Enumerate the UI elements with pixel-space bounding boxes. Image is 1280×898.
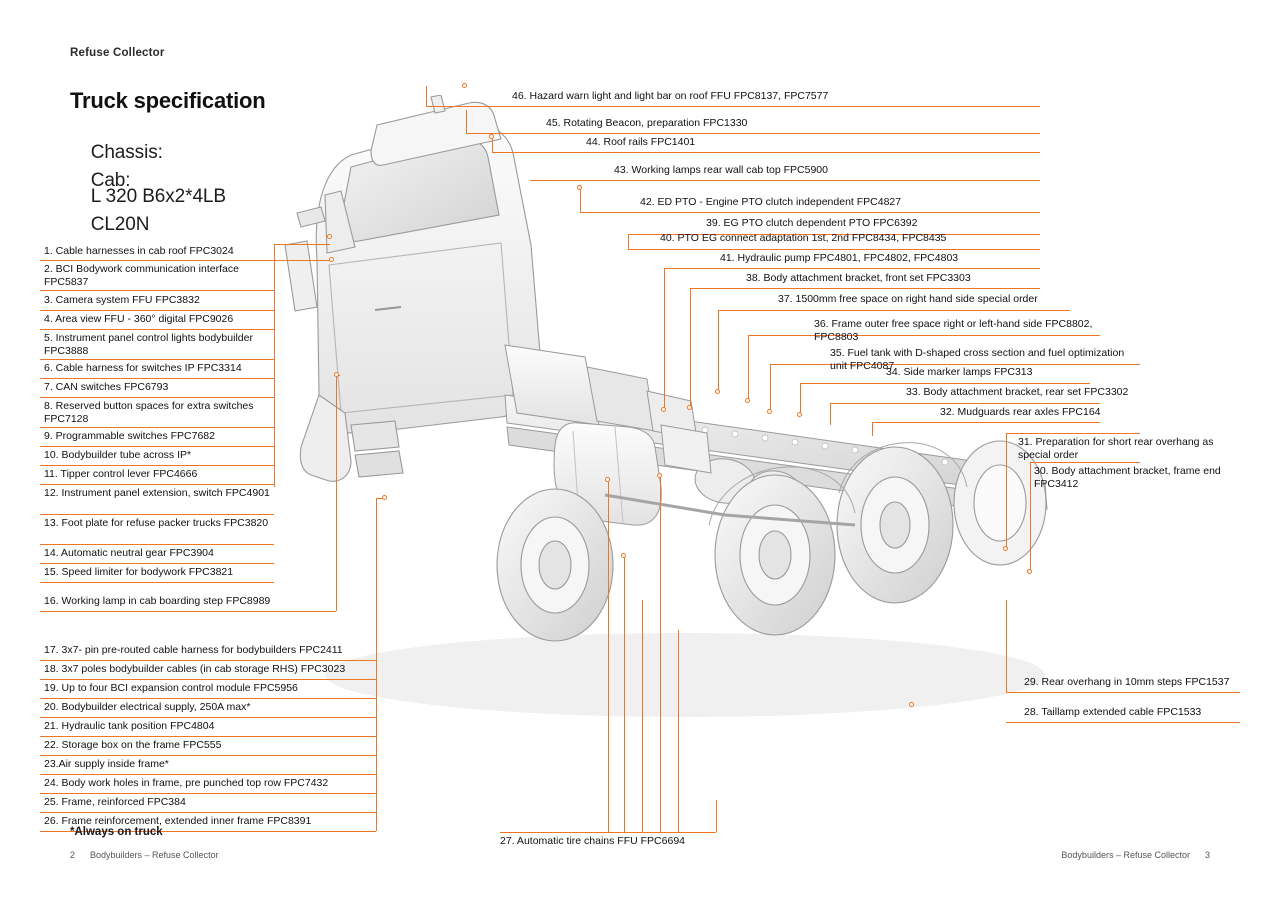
leader-rule bbox=[580, 212, 1040, 213]
callout-25[interactable]: 25. Frame, reinforced FPC384 bbox=[44, 796, 186, 808]
leader-connector bbox=[1030, 462, 1031, 572]
leader-rule bbox=[40, 611, 336, 612]
cab-value: CL20N bbox=[90, 214, 150, 235]
callout-38[interactable]: 38. Body attachment bracket, front set FPC3303 bbox=[746, 272, 971, 284]
anchor-dot bbox=[334, 372, 339, 377]
callout-20[interactable]: 20. Bodybuilder electrical supply, 250A max* bbox=[44, 701, 251, 713]
leader-rule bbox=[40, 329, 274, 330]
chassis-label: Chassis: bbox=[90, 142, 163, 163]
callout-2[interactable]: 2. BCI Bodywork communication interface FPC5837 bbox=[44, 263, 239, 288]
leader-rule bbox=[800, 383, 1090, 384]
leader-connector bbox=[678, 630, 679, 832]
leader-rule bbox=[466, 133, 1040, 134]
footnote: *Always on truck bbox=[70, 826, 163, 838]
leader-rule bbox=[40, 774, 376, 775]
leader-rule bbox=[40, 679, 376, 680]
callout-13[interactable]: 13. Foot plate for refuse packer trucks FPC3820 bbox=[44, 517, 269, 529]
callout-12[interactable]: 12. Instrument panel extension, switch FPC4901 bbox=[44, 487, 270, 499]
cab-line bbox=[70, 148, 149, 258]
callout-26[interactable]: 26. Frame reinforcement, extended inner frame FPC8391 bbox=[44, 815, 312, 827]
leader-rule bbox=[40, 378, 274, 379]
leader-rule bbox=[426, 106, 1040, 107]
anchor-dot bbox=[909, 702, 914, 707]
leader-connector bbox=[690, 288, 691, 408]
leader-rule bbox=[830, 403, 1100, 404]
anchor-dot bbox=[657, 473, 662, 478]
callout-9[interactable]: 9. Programmable switches FPC7682 bbox=[44, 430, 215, 442]
leader-rule bbox=[40, 812, 376, 813]
leader-connector bbox=[830, 403, 831, 425]
leader-rule bbox=[718, 310, 1070, 311]
callout-37[interactable]: 37. 1500mm free space on right hand side special order bbox=[778, 293, 1038, 305]
leader-connector bbox=[1006, 600, 1007, 692]
leader-rule bbox=[872, 422, 1100, 423]
anchor-dot bbox=[767, 409, 772, 414]
page-title: Truck specification bbox=[70, 88, 266, 113]
callout-44[interactable]: 44. Roof rails FPC1401 bbox=[586, 136, 696, 148]
leader-rule bbox=[40, 660, 376, 661]
leader-connector bbox=[872, 422, 873, 436]
callout-21[interactable]: 21. Hydraulic tank position FPC4804 bbox=[44, 720, 215, 732]
page-number-right: 3 bbox=[1204, 850, 1210, 860]
callout-33[interactable]: 33. Body attachment bracket, rear set FPC3302 bbox=[906, 386, 1129, 398]
leader-rule bbox=[492, 152, 1040, 153]
leader-rule bbox=[1006, 433, 1140, 434]
callout-27[interactable]: 27. Automatic tire chains FFU FPC6694 bbox=[500, 835, 685, 847]
leader-rule bbox=[628, 249, 1040, 250]
anchor-dot bbox=[1003, 546, 1008, 551]
callout-45[interactable]: 45. Rotating Beacon, preparation FPC1330 bbox=[546, 117, 748, 129]
leader-rule bbox=[500, 832, 716, 833]
callout-5[interactable]: 5. Instrument panel control lights bodybuilder FPC3888 bbox=[44, 332, 253, 357]
leader-connector bbox=[336, 375, 337, 611]
anchor-dot bbox=[462, 83, 467, 88]
callout-4[interactable]: 4. Area view FFU - 360° digital FPC9026 bbox=[44, 313, 234, 325]
callout-6[interactable]: 6. Cable harness for switches IP FPC3314 bbox=[44, 362, 242, 374]
leader-rule bbox=[40, 793, 376, 794]
leader-connector bbox=[376, 498, 377, 831]
leader-rule bbox=[40, 755, 376, 756]
callout-24[interactable]: 24. Body work holes in frame, pre punched top row FPC7432 bbox=[44, 777, 329, 789]
leader-rule bbox=[40, 484, 274, 485]
leader-connector bbox=[664, 268, 665, 410]
callout-11[interactable]: 11. Tipper control lever FPC4666 bbox=[44, 468, 198, 480]
leader-connector bbox=[608, 480, 609, 832]
anchor-dot bbox=[687, 405, 692, 410]
callout-19[interactable]: 19. Up to four BCI expansion control module FPC5956 bbox=[44, 682, 298, 694]
leader-rule bbox=[1006, 692, 1240, 693]
callout-10[interactable]: 10. Bodybuilder tube across IP* bbox=[44, 449, 192, 461]
leader-connector bbox=[426, 86, 427, 106]
leader-connector bbox=[274, 260, 332, 261]
callout-39[interactable]: 39. EG PTO clutch dependent PTO FPC6392 bbox=[706, 217, 918, 229]
anchor-dot bbox=[797, 412, 802, 417]
leader-connector bbox=[718, 310, 719, 392]
leader-rule bbox=[40, 310, 274, 311]
callout-1[interactable]: 1. Cable harnesses in cab roof FPC3024 bbox=[44, 245, 234, 257]
callout-40[interactable]: 40. PTO EG connect adaptation 1st, 2nd FPC8434, FPC8435 bbox=[660, 232, 947, 244]
callout-15[interactable]: 15. Speed limiter for bodywork FPC3821 bbox=[44, 566, 234, 578]
footer-text-right: Bodybuilders – Refuse Collector bbox=[1061, 850, 1190, 860]
callout-18[interactable]: 18. 3x7 poles bodybuilder cables (in cab storage RHS) FPC3023 bbox=[44, 663, 346, 675]
chassis-value: L 320 B6x2*4LB bbox=[90, 186, 226, 207]
callout-43[interactable]: 43. Working lamps rear wall cab top FPC5900 bbox=[614, 164, 828, 176]
anchor-dot bbox=[329, 257, 334, 262]
leader-connector bbox=[1006, 433, 1007, 549]
leader-connector bbox=[800, 383, 801, 415]
leader-rule bbox=[40, 397, 274, 398]
leader-rule bbox=[1006, 722, 1240, 723]
callout-46[interactable]: 46. Hazard warn light and light bar on roof FFU FPC8137, FPC7577 bbox=[512, 90, 829, 102]
callout-16[interactable]: 16. Working lamp in cab boarding step FPC8989 bbox=[44, 595, 271, 607]
cab-label: Cab: bbox=[90, 170, 131, 191]
anchor-dot bbox=[1027, 569, 1032, 574]
leader-rule bbox=[40, 582, 274, 583]
callout-7[interactable]: 7. CAN switches FPC6793 bbox=[44, 381, 169, 393]
leader-connector bbox=[642, 600, 643, 832]
callout-36[interactable]: 36. Frame outer free space right or left-hand side FPC8802, FPC8803 bbox=[814, 318, 1093, 343]
leader-rule bbox=[40, 514, 274, 515]
leader-rule bbox=[690, 288, 1040, 289]
leader-rule bbox=[40, 736, 376, 737]
callout-23[interactable]: 23.Air supply inside frame* bbox=[44, 758, 169, 770]
leader-connector bbox=[624, 556, 625, 832]
callout-22[interactable]: 22. Storage box on the frame FPC555 bbox=[44, 739, 222, 751]
leader-rule bbox=[40, 446, 274, 447]
callout-8[interactable]: 8. Reserved button spaces for extra switches FPC7128 bbox=[44, 400, 254, 425]
anchor-dot bbox=[745, 398, 750, 403]
leader-connector bbox=[628, 234, 629, 249]
leader-rule bbox=[40, 260, 274, 261]
anchor-dot bbox=[715, 389, 720, 394]
anchor-dot bbox=[489, 134, 494, 139]
leader-connector bbox=[716, 800, 717, 832]
anchor-dot bbox=[327, 234, 332, 239]
anchor-dot bbox=[605, 477, 610, 482]
callout-29[interactable]: 29. Rear overhang in 10mm steps FPC1537 bbox=[1024, 676, 1230, 688]
callout-42[interactable]: 42. ED PTO - Engine PTO clutch independent FPC4827 bbox=[640, 196, 902, 208]
anchor-dot bbox=[577, 185, 582, 190]
callout-34[interactable]: 34. Side marker lamps FPC313 bbox=[886, 366, 1033, 378]
callout-31[interactable]: 31. Preparation for short rear overhang as special order bbox=[1018, 436, 1214, 461]
callout-28[interactable]: 28. Taillamp extended cable FPC1533 bbox=[1024, 706, 1202, 718]
callout-3[interactable]: 3. Camera system FFU FPC3832 bbox=[44, 294, 200, 306]
leader-connector bbox=[748, 335, 749, 401]
leader-rule bbox=[40, 698, 376, 699]
callout-14[interactable]: 14. Automatic neutral gear FPC3904 bbox=[44, 547, 214, 559]
footer-text-left: Bodybuilders – Refuse Collector bbox=[90, 850, 219, 860]
leader-rule bbox=[40, 563, 274, 564]
document-eyebrow: Refuse Collector bbox=[70, 47, 165, 59]
leader-rule bbox=[40, 465, 274, 466]
page-number-left: 2 bbox=[70, 850, 76, 860]
callout-17[interactable]: 17. 3x7- pin pre-routed cable harness for bodybuilders FPC2411 bbox=[44, 644, 343, 656]
anchor-dot bbox=[621, 553, 626, 558]
callout-30[interactable]: 30. Body attachment bracket, frame end FPC3412 bbox=[1034, 465, 1221, 490]
leader-rule bbox=[40, 717, 376, 718]
callout-32[interactable]: 32. Mudguards rear axles FPC164 bbox=[940, 406, 1101, 418]
leader-connector bbox=[466, 110, 467, 133]
leader-rule bbox=[530, 180, 1040, 181]
leader-rule bbox=[664, 268, 1040, 269]
anchor-dot bbox=[382, 495, 387, 500]
leader-connector bbox=[660, 476, 661, 832]
leader-connector bbox=[274, 244, 330, 245]
leader-connector bbox=[770, 364, 771, 412]
callout-35[interactable]: 35. Fuel tank with D-shaped cross section and fuel optimization unit FPC4087 bbox=[830, 347, 1125, 372]
anchor-dot bbox=[661, 407, 666, 412]
truck-illustration bbox=[255, 95, 1085, 755]
callout-41[interactable]: 41. Hydraulic pump FPC4801, FPC4802, FPC4803 bbox=[720, 252, 959, 264]
leader-rule bbox=[40, 544, 274, 545]
